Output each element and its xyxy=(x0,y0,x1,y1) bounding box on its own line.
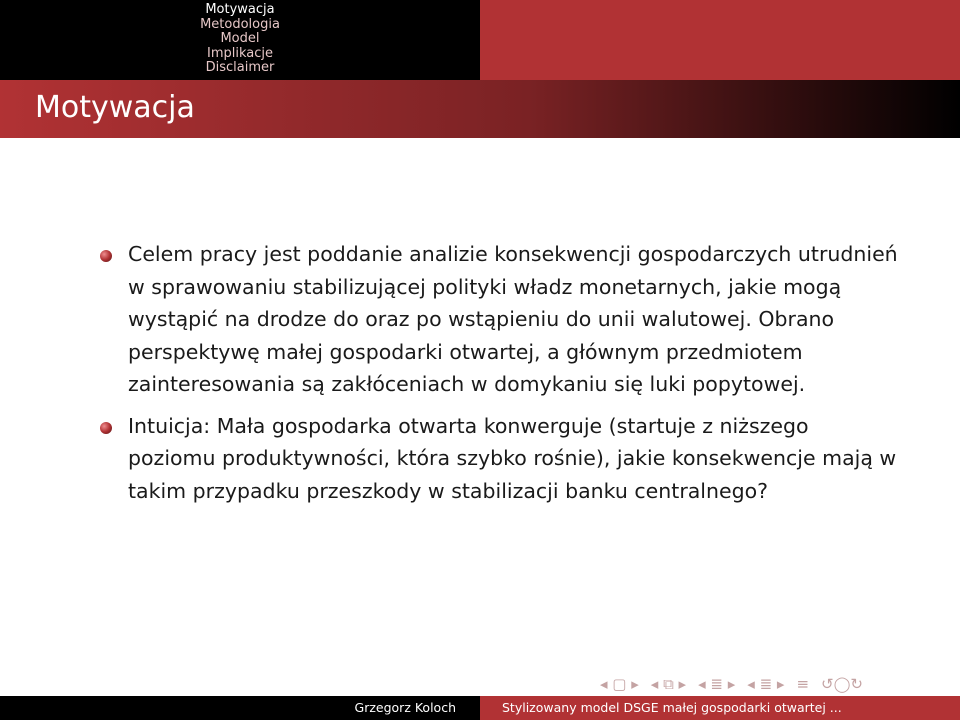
footer-bar xyxy=(0,696,960,720)
frame-nav-icon[interactable]: ◂ ▢ ▸ xyxy=(600,675,639,693)
bullet-list xyxy=(100,238,900,507)
bullet-ball-icon xyxy=(100,250,112,262)
nav-item-metodologia[interactable]: Metodologia xyxy=(200,16,280,32)
document-nav-icon[interactable]: ◂ ≣ ▸ xyxy=(747,675,785,693)
top-navigation-bar xyxy=(0,0,960,80)
bullet-text: Celem pracy jest poddanie analizie konsekwencji gospodarczych utrudnień w sprawowaniu stabilizującej polityki władz monetarnych, jakie mogą wystąpić na drodze do oraz po wstąpieniu do unii walutowej. Obrano perspektywę małej gospodarki otwartej, a głównym przedmiotem zainteresowania są zakłóceniach w domykaniu się luki popytowej. xyxy=(128,242,898,396)
footer-title-panel xyxy=(480,696,960,720)
bullet-item xyxy=(100,238,900,401)
section-navigation xyxy=(0,0,480,80)
bullet-ball-icon xyxy=(100,422,112,434)
search-back-forward-icon[interactable]: ↺◯↻ xyxy=(821,675,863,693)
footer-author: Grzegorz Koloch xyxy=(354,700,456,715)
nav-item-motywacja[interactable]: Motywacja xyxy=(205,2,275,17)
subsection-nav-icon[interactable]: ◂ ⧉ ▸ xyxy=(650,675,687,693)
section-nav-icon[interactable]: ◂ ≣ ▸ xyxy=(698,675,736,693)
footer-author-panel xyxy=(0,696,480,720)
nav-item-model[interactable]: Model xyxy=(220,31,260,46)
footer-title: Stylizowany model DSGE małej gospodarki otwartej ... xyxy=(502,700,842,715)
nav-item-implikacje[interactable]: Implikacje xyxy=(207,45,273,61)
bullet-text: Intuicja: Mała gospodarka otwarta konwerguje (startuje z niższego poziomu produktywności, która szybko rośnie), jakie konsekwencje mają w takim przypadku przeszkody w stabilizacji banku centralnego? xyxy=(128,413,897,503)
frame-title: Motywacja xyxy=(35,90,195,125)
header-accent-block xyxy=(480,0,960,80)
slide-content xyxy=(100,238,900,516)
beamer-navigation-symbols xyxy=(600,673,863,695)
nav-item-disclaimer[interactable]: Disclaimer xyxy=(205,60,275,75)
appendix-nav-icon[interactable]: ≡ xyxy=(796,675,810,693)
bullet-item xyxy=(100,410,900,508)
